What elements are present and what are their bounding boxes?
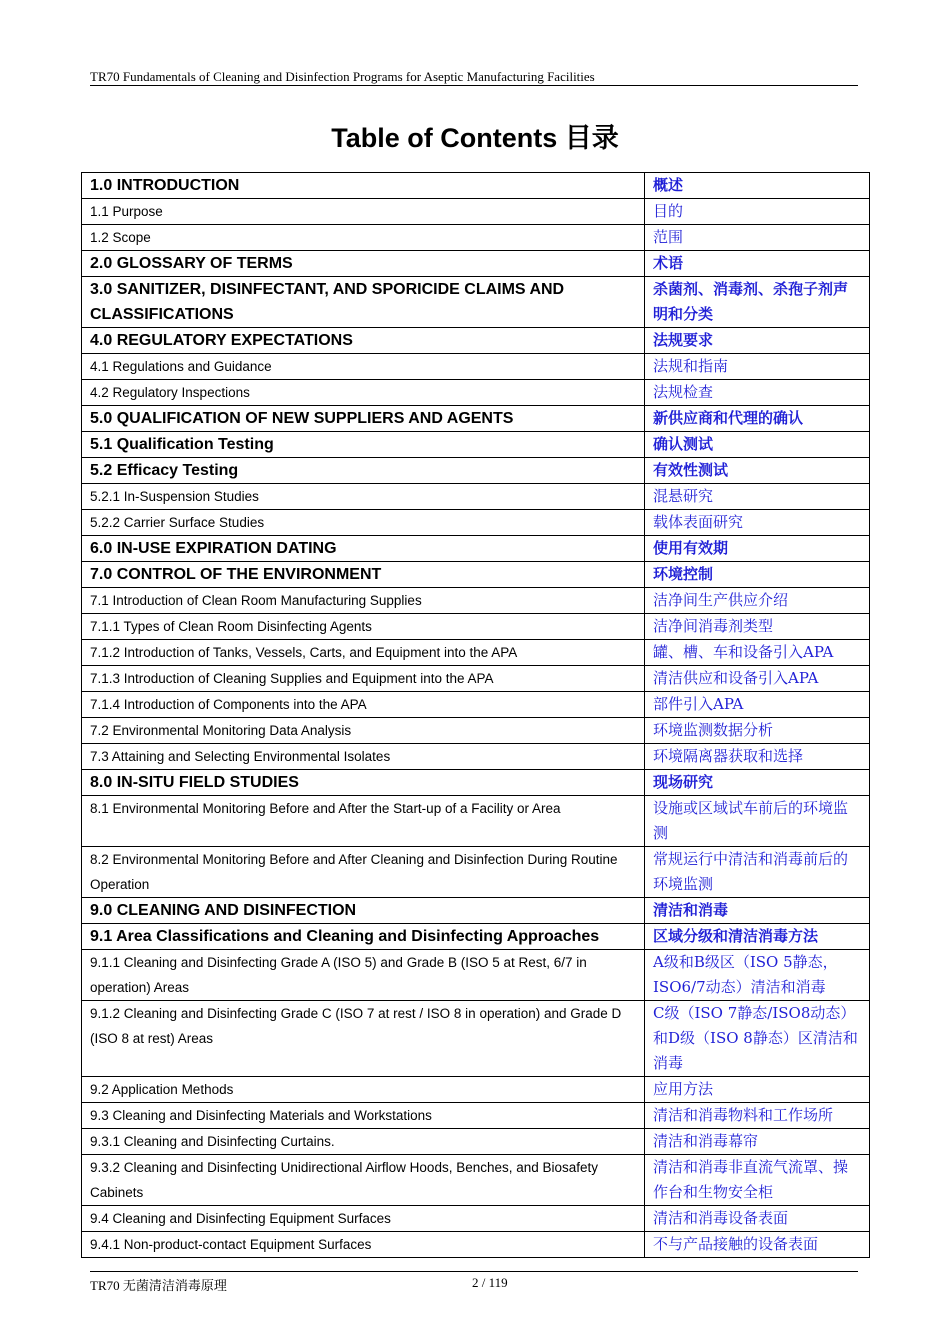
page-header [90, 69, 858, 86]
toc-entry-english: 7.1.3 Introduction of Cleaning Supplies and Equipment into the APA [82, 666, 645, 692]
toc-entry-english: 5.2.1 In-Suspension Studies [82, 484, 645, 510]
toc-row [82, 277, 870, 328]
toc-entry-english: 4.2 Regulatory Inspections [82, 380, 645, 406]
toc-row [82, 354, 870, 380]
toc-entry-english: 7.1 Introduction of Clean Room Manufacturing Supplies [82, 588, 645, 614]
toc-row [82, 666, 870, 692]
toc-entry-chinese: 区域分级和清洁消毒方法 [645, 924, 870, 950]
toc-entry-chinese: 目的 [645, 199, 870, 225]
toc-entry-english: 9.2 Application Methods [82, 1077, 645, 1103]
toc-entry-chinese: 洁净间生产供应介绍 [645, 588, 870, 614]
toc-row [82, 510, 870, 536]
toc-entry-english: 5.2 Efficacy Testing [82, 458, 645, 484]
toc-entry-chinese: 应用方法 [645, 1077, 870, 1103]
toc-entry-english: 9.1.2 Cleaning and Disinfecting Grade C (ISO 7 at rest / ISO 8 in operation) and Grade D (ISO 8 at rest) Areas [82, 1001, 645, 1077]
toc-entry-chinese: 清洁和消毒物料和工作场所 [645, 1103, 870, 1129]
toc-entry-chinese: 部件引入APA [645, 692, 870, 718]
toc-entry-chinese: 有效性测试 [645, 458, 870, 484]
toc-row [82, 1103, 870, 1129]
toc-row [82, 898, 870, 924]
page-title: Table of Contents 目录 [331, 123, 619, 153]
toc-entry-english: 5.0 QUALIFICATION OF NEW SUPPLIERS AND AGENTS [82, 406, 645, 432]
toc-entry-english: 9.1 Area Classifications and Cleaning and Disinfecting Approaches [82, 924, 645, 950]
toc-row [82, 484, 870, 510]
toc-entry-chinese: C级（ISO 7静态/ISO8动态）和D级（ISO 8静态）区清洁和消毒 [645, 1001, 870, 1077]
toc-entry-chinese: 清洁和消毒幕帘 [645, 1129, 870, 1155]
toc-row [82, 536, 870, 562]
toc-entry-chinese: 洁净间消毒剂类型 [645, 614, 870, 640]
toc-entry-english: 7.3 Attaining and Selecting Environmental Isolates [82, 744, 645, 770]
toc-entry-english: 1.1 Purpose [82, 199, 645, 225]
toc-row [82, 1001, 870, 1077]
toc-row [82, 796, 870, 847]
toc-entry-english: 4.0 REGULATORY EXPECTATIONS [82, 328, 645, 354]
toc-row [82, 1155, 870, 1206]
page-number: 2 / 119 [472, 1275, 508, 1290]
toc-entry-chinese: 确认测试 [645, 432, 870, 458]
toc-row [82, 406, 870, 432]
toc-row [82, 640, 870, 666]
toc-row [82, 328, 870, 354]
toc-entry-english: 5.1 Qualification Testing [82, 432, 645, 458]
toc-entry-english: 7.0 CONTROL OF THE ENVIRONMENT [82, 562, 645, 588]
toc-entry-english: 6.0 IN-USE EXPIRATION DATING [82, 536, 645, 562]
toc-entry-english: 1.2 Scope [82, 225, 645, 251]
toc-entry-chinese: 罐、槽、车和设备引入APA [645, 640, 870, 666]
toc-row [82, 432, 870, 458]
toc-entry-chinese: 法规检查 [645, 380, 870, 406]
toc-entry-english: 9.4 Cleaning and Disinfecting Equipment Surfaces [82, 1206, 645, 1232]
toc-entry-english: 8.0 IN-SITU FIELD STUDIES [82, 770, 645, 796]
toc-row [82, 173, 870, 199]
header-text: TR70 Fundamentals of Cleaning and Disinfection Programs for Aseptic Manufacturing Facilities [90, 69, 595, 84]
toc-row [82, 718, 870, 744]
toc-entry-chinese: 环境监测数据分析 [645, 718, 870, 744]
toc-row [82, 1232, 870, 1258]
toc-row [82, 380, 870, 406]
toc-entry-english: 9.0 CLEANING AND DISINFECTION [82, 898, 645, 924]
toc-entry-english: 8.1 Environmental Monitoring Before and After the Start-up of a Facility or Area [82, 796, 645, 847]
toc-entry-english: 7.1.4 Introduction of Components into the APA [82, 692, 645, 718]
toc-entry-english: 9.4.1 Non-product-contact Equipment Surfaces [82, 1232, 645, 1258]
toc-row [82, 458, 870, 484]
toc-entry-chinese: A级和B级区（ISO 5静态，ISO6/7动态）清洁和消毒 [645, 950, 870, 1001]
toc-entry-chinese: 载体表面研究 [645, 510, 870, 536]
toc-row [82, 950, 870, 1001]
toc-entry-english: 7.1.1 Types of Clean Room Disinfecting Agents [82, 614, 645, 640]
toc-entry-chinese: 概述 [645, 173, 870, 199]
toc-row [82, 199, 870, 225]
toc-entry-english: 7.1.2 Introduction of Tanks, Vessels, Carts, and Equipment into the APA [82, 640, 645, 666]
toc-entry-chinese: 环境控制 [645, 562, 870, 588]
toc-entry-chinese: 新供应商和代理的确认 [645, 406, 870, 432]
toc-entry-chinese: 法规要求 [645, 328, 870, 354]
toc-entry-english: 8.2 Environmental Monitoring Before and After Cleaning and Disinfection During Routine Operation [82, 847, 645, 898]
toc-row [82, 770, 870, 796]
toc-entry-chinese: 环境隔离器获取和选择 [645, 744, 870, 770]
page-footer [90, 1271, 858, 1296]
toc-row [82, 1206, 870, 1232]
toc-entry-chinese: 设施或区域试车前后的环境监测 [645, 796, 870, 847]
toc-row [82, 562, 870, 588]
toc-entry-chinese: 清洁和消毒 [645, 898, 870, 924]
toc-entry-english: 9.3 Cleaning and Disinfecting Materials and Workstations [82, 1103, 645, 1129]
toc-entry-chinese: 不与产品接触的设备表面 [645, 1232, 870, 1258]
toc-entry-english: 3.0 SANITIZER, DISINFECTANT, AND SPORICIDE CLAIMS AND CLASSIFICATIONS [82, 277, 645, 328]
toc-entry-chinese: 法规和指南 [645, 354, 870, 380]
toc-row [82, 1077, 870, 1103]
toc-entry-chinese: 使用有效期 [645, 536, 870, 562]
toc-entry-chinese: 杀菌剂、消毒剂、杀孢子剂声明和分类 [645, 277, 870, 328]
toc-row [82, 847, 870, 898]
toc-row [82, 1129, 870, 1155]
toc-entry-chinese: 术语 [645, 251, 870, 277]
toc-entry-chinese: 清洁和消毒非直流气流罩、操作台和生物安全柜 [645, 1155, 870, 1206]
toc-row [82, 588, 870, 614]
toc-row [82, 614, 870, 640]
toc-entry-english: 5.2.2 Carrier Surface Studies [82, 510, 645, 536]
toc-row [82, 924, 870, 950]
toc-entry-chinese: 清洁和消毒设备表面 [645, 1206, 870, 1232]
toc-entry-chinese: 清洁供应和设备引入APA [645, 666, 870, 692]
toc-entry-english: 9.3.1 Cleaning and Disinfecting Curtains. [82, 1129, 645, 1155]
toc-row [82, 225, 870, 251]
footer-doc-title: TR70 无菌清洁消毒原理 [90, 1278, 227, 1293]
toc-entry-english: 2.0 GLOSSARY OF TERMS [82, 251, 645, 277]
toc-body [82, 173, 870, 1258]
toc-table [81, 172, 870, 1258]
toc-entry-english: 9.3.2 Cleaning and Disinfecting Unidirectional Airflow Hoods, Benches, and Biosafety Cabinets [82, 1155, 645, 1206]
toc-entry-english: 9.1.1 Cleaning and Disinfecting Grade A (ISO 5) and Grade B (ISO 5 at Rest, 6/7 in operation) Areas [82, 950, 645, 1001]
toc-entry-chinese: 范围 [645, 225, 870, 251]
toc-row [82, 744, 870, 770]
toc-entry-english: 4.1 Regulations and Guidance [82, 354, 645, 380]
toc-row [82, 251, 870, 277]
toc-entry-chinese: 混悬研究 [645, 484, 870, 510]
toc-row [82, 692, 870, 718]
toc-entry-english: 1.0 INTRODUCTION [82, 173, 645, 199]
toc-entry-chinese: 常规运行中清洁和消毒前后的环境监测 [645, 847, 870, 898]
toc-entry-english: 7.2 Environmental Monitoring Data Analysis [82, 718, 645, 744]
toc-entry-chinese: 现场研究 [645, 770, 870, 796]
